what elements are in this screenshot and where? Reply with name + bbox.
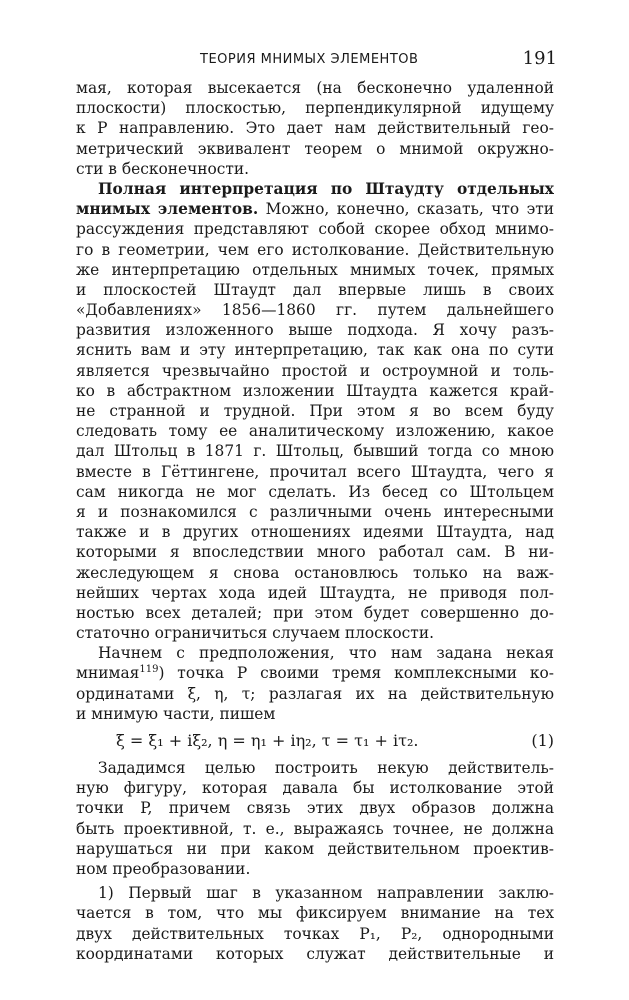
text-line: также и в других отношениях идеями Штаудта, над xyxy=(76,523,554,542)
text-run: мнимая xyxy=(76,664,140,683)
text-run: ) точка P своими тремя комплексными ко- xyxy=(158,664,554,683)
text-line: Начнем с предположения, что нам задана некая xyxy=(98,644,554,663)
paragraph-4 xyxy=(76,758,554,879)
text-line: координатами которых служат действительные и xyxy=(76,944,554,963)
page-number: 191 xyxy=(522,48,557,69)
text-line: двух действительных точках P₁, P₂, однородными xyxy=(76,924,554,943)
text-line: я и познакомился с различными очень интересными xyxy=(76,502,554,521)
paragraph-5 xyxy=(76,883,554,964)
text-line: же интерпретацию отдельных мнимых точек, прямых xyxy=(76,260,554,279)
text-line: развития изложенного выше подхода. Я хочу разъ- xyxy=(76,321,554,340)
text-line: дал Штольц в 1871 г. Штольц, бывший тогда со мною xyxy=(76,442,554,461)
text-line: ко в абстрактном изложении Штаудта кажется край- xyxy=(76,381,554,400)
paragraph-3 xyxy=(76,643,554,724)
text-line: сам никогда не мог сделать. Из бесед со Штольцем xyxy=(76,482,554,501)
text-line: вместе в Гёттингене, прочитал всего Штаудта, чего я xyxy=(76,462,554,481)
page-body xyxy=(76,78,554,964)
text-line: нейших чертах хода идей Штаудта, не приводя пол- xyxy=(76,583,554,602)
text-line: точки P, причем связь этих двух образов должна xyxy=(76,799,554,818)
page-header xyxy=(0,48,629,72)
equation-number: (1) xyxy=(531,731,554,750)
text-line: го в геометрии, чем его истолкование. Действительную xyxy=(76,240,554,259)
text-line: которыми я впоследствии много работал сам. В ни- xyxy=(76,543,554,562)
text-line: ную фигуру, которая давала бы истолкование этой xyxy=(76,779,554,798)
text-line: статочно ограничиться случаем плоскости. xyxy=(76,624,434,643)
text-line: Зададимся целью построить некую действитель- xyxy=(98,759,554,777)
text-line: не странной и трудной. При этом я во всем буду xyxy=(76,402,554,420)
text-line: является чрезвычайно простой и остроумной и толь- xyxy=(76,361,554,380)
text-line: рассуждения представляют собой скорее обход мнимо- xyxy=(76,220,554,239)
text-line: плоскости) плоскостью, перпендикулярной идущему xyxy=(76,99,554,118)
text-line: ном преобразовании. xyxy=(76,859,251,878)
text-line: 1) Первый шаг в указанном направлении заклю- xyxy=(98,884,554,903)
text-line: метрический эквивалент теорем о мнимой окружно- xyxy=(76,139,554,158)
text-line: чается в том, что мы фиксируем внимание на тех xyxy=(76,904,554,923)
text-line xyxy=(76,199,554,219)
text-line: и мнимую части, пишем xyxy=(76,704,276,723)
text-line: к P направлению. Это дает нам действительный гео- xyxy=(76,119,554,138)
text-line: нарушаться ни при каком действительном проектив- xyxy=(76,839,554,858)
equation-expression: ξ = ξ₁ + iξ₂, η = η₁ + iη₂, τ = τ₁ + iτ₂. xyxy=(116,731,419,750)
text-run: Можно, конечно, сказать, что эти xyxy=(258,200,554,219)
text-line xyxy=(76,663,554,683)
text-line: ординатами ξ, η, τ; разлагая их на действительную xyxy=(76,684,554,703)
text-line: сти в бесконечности. xyxy=(76,159,250,178)
equation-1 xyxy=(76,724,554,758)
text-line: мая, которая высекается (на бесконечно удаленной xyxy=(76,79,554,97)
section-heading-end: мнимых элементов. xyxy=(76,200,259,219)
text-line: быть проективной, т. е., выражаясь точнее, не должна xyxy=(76,819,554,838)
paragraph-2 xyxy=(76,179,554,643)
running-title: ТЕОРИЯ МНИМЫХ ЭЛЕМЕНТОВ xyxy=(200,52,419,67)
footnote-ref: 119 xyxy=(139,664,159,676)
text-line: «Добавлениях» 1856—1860 гг. путем дальнейшего xyxy=(76,301,554,320)
paragraph-1 xyxy=(76,78,554,179)
text-line: ностью всех деталей; при этом будет совершенно до- xyxy=(76,603,554,622)
section-heading: Полная интерпретация по Штаудту отдельных xyxy=(98,179,554,198)
text-line: следовать тому ее аналитическому изложению, какое xyxy=(76,422,554,441)
text-line: жеследующем я снова остановлюсь только на важ- xyxy=(76,563,554,582)
text-line: яснить вам и эту интерпретацию, так как она по сути xyxy=(76,341,554,360)
text-line: и плоскостей Штаудт дал впервые лишь в своих xyxy=(76,280,554,299)
